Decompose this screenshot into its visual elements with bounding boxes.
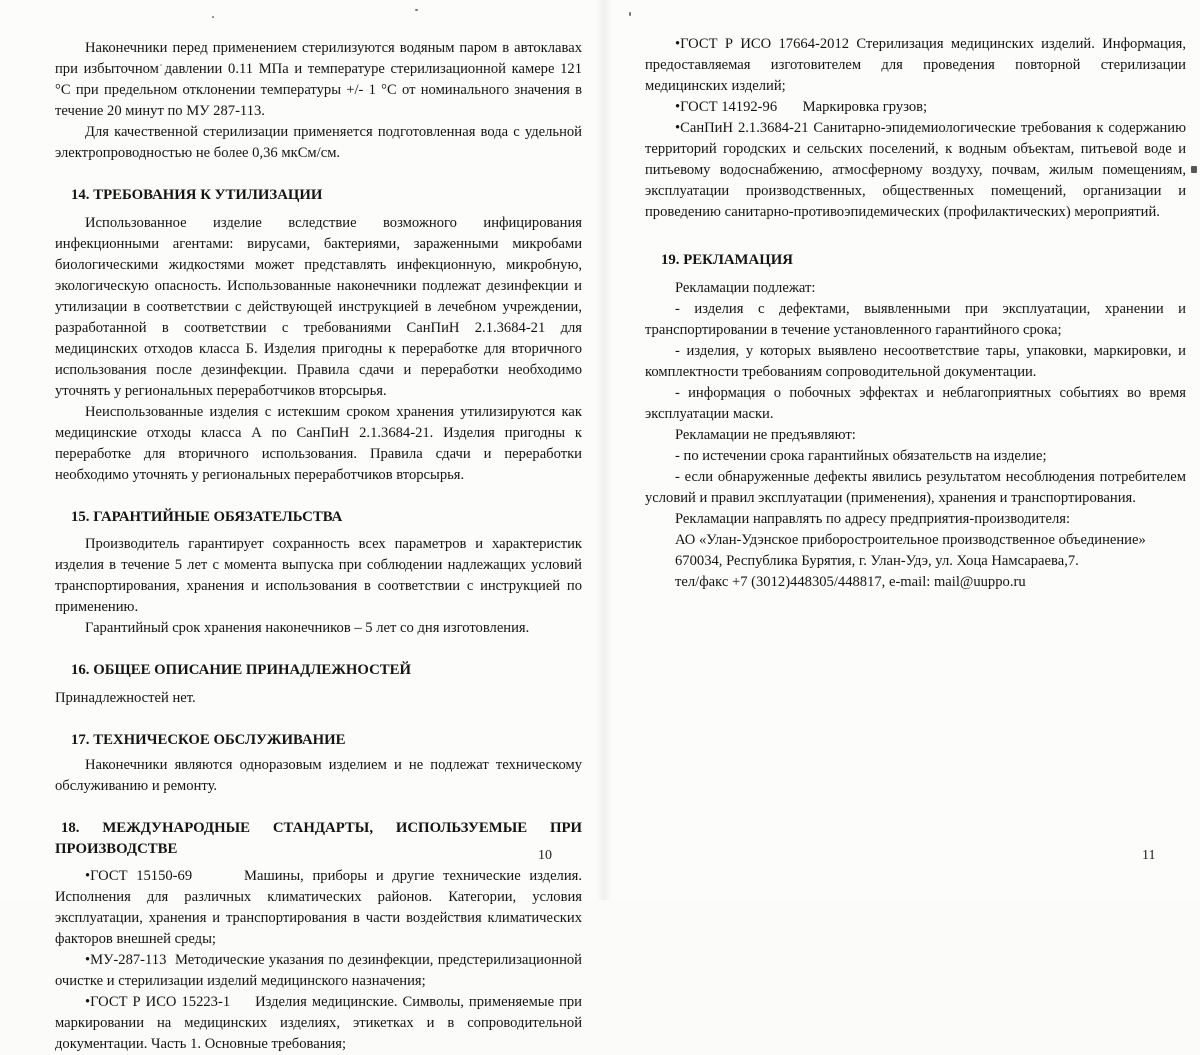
- manufacturer-name: АО «Улан-Удэнское приборостроительное производственное объединение»: [675, 531, 1146, 548]
- paragraph-sterilization-conditions: Наконечники перед применением стерилизуются водяным паром в автоклавах при избыточном давлении 0.11 МПа и температуре стерилизационной камере 121 °С при предельном отклонении температуры +/- 1 °С от номинального значения в течение 20 минут по МУ 287-113.: [55, 40, 582, 119]
- page-11: [645, 34, 1186, 593]
- paragraph-maintenance: Наконечники являются одноразовым изделием и не подлежат техническому обслуживанию и ремонту.: [55, 756, 582, 794]
- scan-speck: [212, 16, 214, 18]
- section-heading-16-accessories: 16. ОБЩЕЕ ОПИСАНИЕ ПРИНАДЛЕЖНОСТЕЙ: [71, 662, 412, 679]
- paragraph-claims-subject-intro: Рекламации подлежат:: [675, 279, 816, 296]
- page-10: [55, 38, 582, 1055]
- paragraph-used-product-disposal: Использованное изделие вследствие возможного инфицирования инфекционными агентами: вирусами, бактериями, зараженными микробами биологическими жидкостями может представлять инфекционную, микробную, экологическую опасность. Использованные наконечники подлежат дезинфекции и утилизации в соответствии с действующей инструкцией в лечебном учреждении, разработанной в соответствии с требованиями СанПиН 2.1.3684-21 для медицинских отходов класса Б. Изделия пригодны к переработке для вторичного использования после дезинфекции. Правила сдачи и переработки необходимо уточнять у региональных переработчиков вторсырья.: [55, 214, 582, 399]
- claims-excluded-item-expired: - по истечении срока гарантийных обязательств на изделие;: [675, 447, 1047, 464]
- standard-item-gost-r-iso-15223-1: •ГОСТ Р ИСО 15223-1 Изделия медицинские. Символы, применяемые при маркировании на медицинских изделиях, этикетках и в сопроводительной документации. Часть 1. Основные требования;: [55, 994, 582, 1053]
- page-number-right: 11: [1142, 848, 1156, 863]
- manufacturer-contacts: тел/факс +7 (3012)448305/448817, e-mail: mail@uuppo.ru: [675, 573, 1026, 590]
- claims-item-packaging-mismatch: - изделия, у которых выявлено несоответствие тары, упаковки, маркировки, и комплектности требованиям сопроводительной документации.: [645, 342, 1186, 380]
- section-heading-18-standards: 18. МЕЖДУНАРОДНЫЕ СТАНДАРТЫ, ИСПОЛЬЗУЕМЫЕ ПРИ ПРОИЗВОДСТВЕ: [55, 819, 582, 857]
- page-fold-shadow: [596, 0, 612, 900]
- scan-speck: [1191, 166, 1197, 173]
- standard-item-gost-r-iso-17664-2012: •ГОСТ Р ИСО 17664-2012 Стерилизация медицинских изделий. Информация, предоставляемая изготовителем для проведения повторной стерилизации медицинских изделий;: [645, 36, 1186, 94]
- scan-speck: [629, 12, 631, 16]
- paragraph-claims-address-intro: Рекламации направлять по адресу предприятия-производителя:: [675, 510, 1071, 527]
- claims-item-defects: - изделия с дефектами, выявленными при эксплуатации, хранении и транспортировании в течение установленного гарантийного срока;: [645, 300, 1186, 338]
- standard-item-gost-15150-69: •ГОСТ 15150-69 Машины, приборы и другие технические изделия. Исполнения для различных климатических районов. Категории, условия эксплуатации, хранения и транспортирования в части воздействия климатических факторов внешней среды;: [55, 868, 582, 948]
- paragraph-unused-product-disposal: Неиспользованные изделия с истекшим сроком хранения утилизируются как медицинские отходы класса А по СанПиН 2.1.3684-21. Изделия пригодны к переработке для вторичного использования. Правила сдачи и переработки необходимо уточнять у региональных переработчиков вторсырья.: [55, 403, 582, 483]
- section-heading-14-utilization: 14. ТРЕБОВАНИЯ К УТИЛИЗАЦИИ: [71, 187, 323, 203]
- standard-item-gost-14192-96: •ГОСТ 14192-96 Маркировка грузов;: [675, 99, 928, 115]
- page-number-left: 10: [538, 848, 552, 863]
- paragraph-warranty-terms: Производитель гарантирует сохранность всех параметров и характеристик изделия в течение 5 лет с момента выпуска при соблюдении надлежащих условий транспортирования, хранения и использования в соответствии с инструкцией по применению.: [55, 536, 582, 616]
- manufacturer-address: 670034, Республика Бурятия, г. Улан-Удэ, ул. Хоца Намсараева,7.: [675, 552, 1079, 569]
- paragraph-no-accessories: Принадлежностей нет.: [55, 690, 196, 707]
- paragraph-claims-not-accepted-intro: Рекламации не предъявляют:: [675, 426, 856, 443]
- scan-speck: [415, 9, 418, 11]
- standard-item-sanpin-2-1-3684-21: •СанПиН 2.1.3684-21 Санитарно-эпидемиологические требования к содержанию территорий городских и сельских поселений, к водным объектам, питьевой воде и питьевому водоснабжению, атмосферному воздуху, почвам, жилым помещениям, эксплуатации производственных, общественных помещений, организации и проведению санитарно-противоэпидемических (профилактических) мероприятий.: [645, 120, 1186, 220]
- standard-item-mu-287-113: •МУ-287-113 Методические указания по дезинфекции, предстерилизационной очистке и стерилизации изделий медицинского назначения;: [55, 952, 582, 990]
- claims-excluded-item-misuse: - если обнаруженные дефекты явились результатом несоблюдения потребителем условий и правил эксплуатации (применения), хранения и транспортирования.: [645, 468, 1186, 506]
- paragraph-water-quality: Для качественной стерилизации применяется подготовленная вода с удельной электропроводностью не более 0,36 мкСм/см.: [55, 124, 582, 161]
- claims-item-side-effects: - информация о побочных эффектах и неблагоприятных событиях во время эксплуатации маски.: [645, 384, 1186, 422]
- section-heading-17-maintenance: 17. ТЕХНИЧЕСКОЕ ОБСЛУЖИВАНИЕ: [71, 732, 346, 749]
- section-heading-19-claims: 19. РЕКЛАМАЦИЯ: [661, 252, 793, 268]
- section-heading-15-warranty: 15. ГАРАНТИЙНЫЕ ОБЯЗАТЕЛЬСТВА: [71, 508, 343, 525]
- paragraph-warranty-shelf-life: Гарантийный срок хранения наконечников – 5 лет со дня изготовления.: [85, 620, 530, 637]
